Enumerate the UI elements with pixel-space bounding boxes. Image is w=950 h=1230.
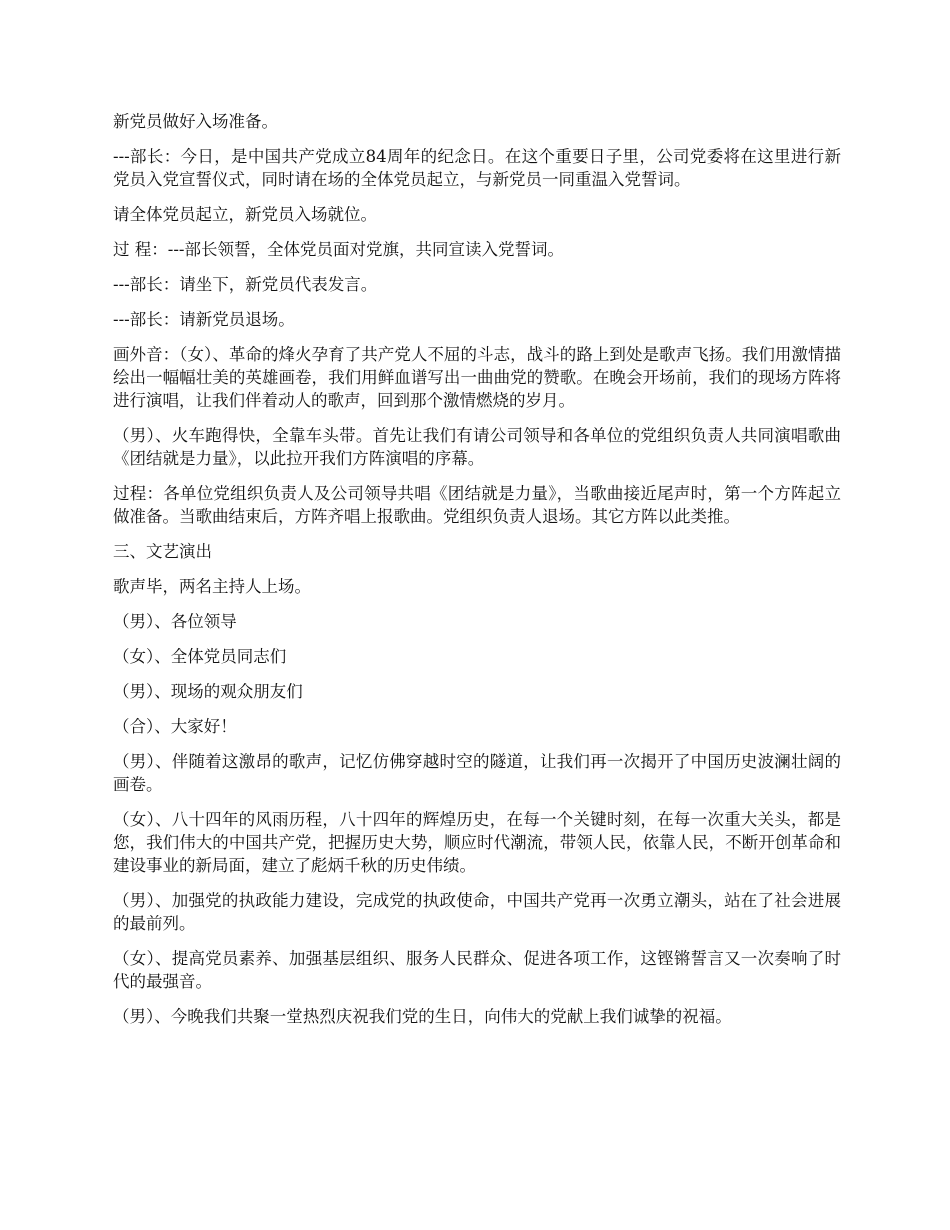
paragraph-minister-exit: ---部长：请新党员退场。 bbox=[113, 310, 295, 329]
paragraph-male-train: （男）、火车跑得快，全靠车头带。首先让我们有请公司领导和各单位的党组织负责人共同演唱歌曲《团结就是力量》，以此拉开我们方阵演唱的序幕。 bbox=[113, 426, 841, 468]
paragraph-male-history: （男）、伴随着这激昂的歌声，记忆仿佛穿越时空的隧道，让我们再一次揭开了中国历史波澜壮阔的画卷。 bbox=[113, 752, 841, 794]
paragraph-intro: 新党员做好入场准备。 bbox=[113, 112, 278, 131]
document-page bbox=[113, 110, 841, 1040]
paragraph-together-hello: （合）、大家好！ bbox=[113, 717, 237, 736]
paragraph-female-84-years: （女）、八十四年的风雨历程，八十四年的辉煌历史，在每一个关键时刻，在每一次重大关头，都是您，我们伟大的中国共产党，把握历史大势，顺应时代潮流，带领人民，依靠人民，不断开创革命和建设事业的新局面，建立了彪炳千秋的历史伟绩。 bbox=[113, 810, 841, 875]
paragraph-female-oath: （女）、提高党员素养、加强基层组织、服务人民群众、促进各项工作，这铿锵誓言又一次奏响了时代的最强音。 bbox=[113, 949, 841, 991]
paragraph-minister-sit: ---部长：请坐下，新党员代表发言。 bbox=[113, 275, 378, 294]
paragraph-singing-process: 过程：各单位党组织负责人及公司领导共唱《团结就是力量》，当歌曲接近尾声时，第一个方阵起立做准备。当歌曲结束后，方阵齐唱上报歌曲。党组织负责人退场。其它方阵以此类推。 bbox=[113, 484, 841, 526]
paragraph-oath-process: 过 程：---部长领誓，全体党员面对党旗，共同宣读入党誓词。 bbox=[113, 240, 564, 259]
paragraph-male-leaders: （男）、各位领导 bbox=[113, 612, 237, 631]
paragraph-female-members: （女）、全体党员同志们 bbox=[113, 647, 287, 666]
paragraph-male-audience: （男）、现场的观众朋友们 bbox=[113, 682, 303, 701]
paragraph-minister-opening: ---部长：今日，是中国共产党成立84周年的纪念日。在这个重要日子里，公司党委将在这里进行新党员入党宣誓仪式，同时请在场的全体党员起立，与新党员一同重温入党誓词。 bbox=[113, 147, 841, 189]
paragraph-male-celebrate: （男）、今晚我们共聚一堂热烈庆祝我们党的生日，向伟大的党献上我们诚挚的祝福。 bbox=[113, 1007, 732, 1026]
section-heading-performance: 三、文艺演出 bbox=[113, 542, 212, 561]
paragraph-all-stand: 请全体党员起立，新党员入场就位。 bbox=[113, 205, 377, 224]
paragraph-male-governance: （男）、加强党的执政能力建设，完成党的执政使命，中国共产党再一次勇立潮头，站在了社会进展的最前列。 bbox=[113, 891, 841, 933]
paragraph-voiceover: 画外音：（女）、革命的烽火孕育了共产党人不屈的斗志，战斗的路上到处是歌声飞扬。我们用激情描绘出一幅幅壮美的英雄画卷，我们用鲜血谱写出一曲曲党的赞歌。在晚会开场前，我们的现场方阵将进行演唱，让我们伴着动人的歌声，回到那个激情燃烧的岁月。 bbox=[113, 345, 841, 410]
paragraph-hosts-enter: 歌声毕，两名主持人上场。 bbox=[113, 577, 311, 596]
